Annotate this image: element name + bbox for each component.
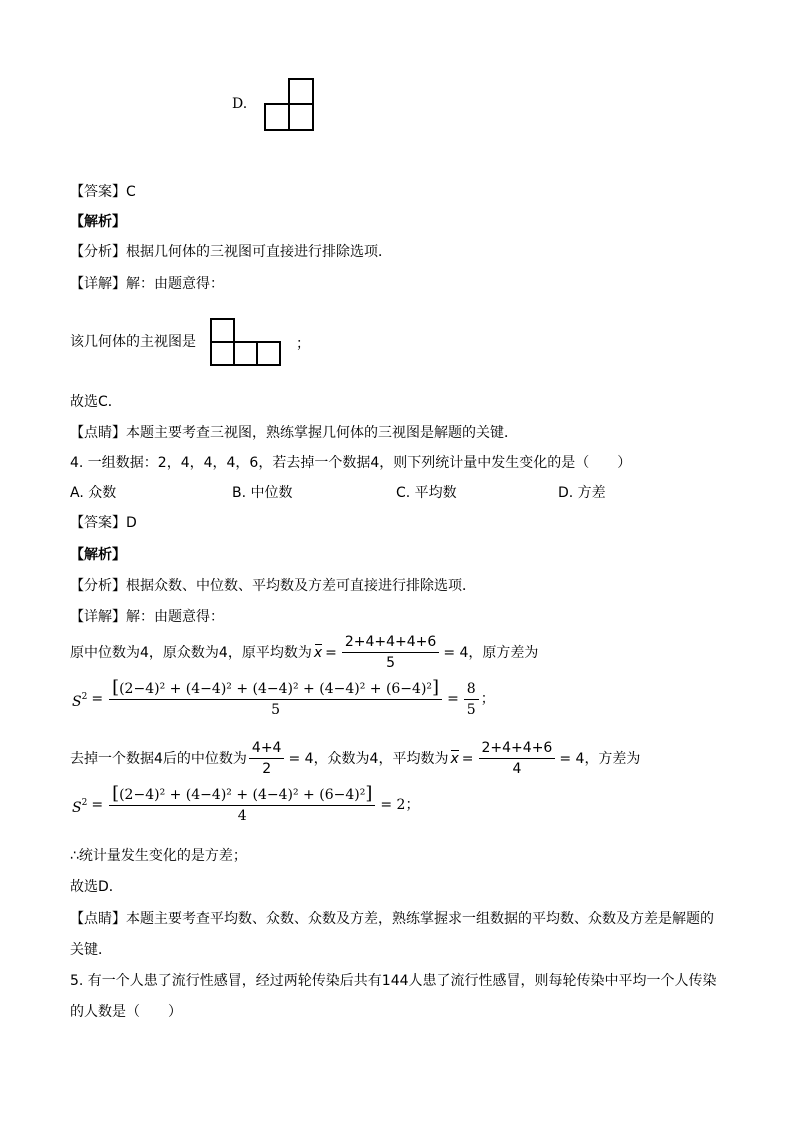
q4-variance-2: $S^2$ = $\frac{\text{[(2−4)² + (4−4)² + (4−4)² + (6−4)²]}}{4}$ = 2 ； (72, 783, 420, 824)
q4-comment-line1: 【点睛】本题主要考查平均数、众数、众数及方差，熟练掌握求一组数据的平均数、众数及方差是解题的 (70, 911, 714, 927)
option-d-label: D. (232, 96, 248, 112)
q4-analysis: 【分析】根据众数、中位数、平均数及方差可直接进行排除选项． (70, 578, 476, 594)
q4-answer: 【答案】D (70, 515, 137, 531)
q4-detail: 【详解】解：由题意得： (70, 609, 224, 625)
q5-question-line1: 5. 有一个人患了流行性感冒，经过两轮传染后共有144人患了流行性感冒，则每轮传染中平均一个人传染 (70, 973, 717, 989)
q5-question-line2: 的人数是（ ） (70, 1004, 182, 1020)
q4-after-removal-line: 去掉一个数据4后的中位数为 $\frac{4+4}{2}$ = 4 ，众数为4，平均数为 x = $\frac{2+4+4+6}{4}$ = 4 ，方差为 (70, 740, 641, 777)
q3-front-view-text: 该几何体的主视图是 (70, 334, 196, 350)
q4-option-a: A. 众数 (70, 485, 117, 501)
q3-comment: 【点睛】本题主要考查三视图，熟练掌握几何体的三视图是解题的关键． (70, 425, 518, 441)
q4-comment-line2: 关键． (70, 942, 112, 958)
q4-mean-line: 原中位数为4，原众数为4，原平均数为 x = $\frac{2+4+4+4+6}{5}$ = 4 ，原方差为 (70, 634, 539, 671)
q4-option-c: C. 平均数 (396, 485, 457, 501)
q4-conclusion: 故选D． (70, 879, 123, 895)
q4-new-median-fraction: $\frac{4+4}{2}$ (249, 740, 285, 777)
q4-analysis-title: 【解析】 (70, 547, 126, 563)
q4-therefore: ∴统计量发生变化的是方差； (70, 848, 247, 864)
q4-option-b: B. 中位数 (232, 485, 293, 501)
q3-analysis: 【分析】根据几何体的三视图可直接进行排除选项． (70, 244, 392, 260)
q4-original-mean-fraction: $\frac{2+4+4+4+6}{5}$ (342, 634, 439, 671)
q3-detail: 【详解】解：由题意得： (70, 276, 224, 292)
q3-analysis-title: 【解析】 (70, 214, 126, 230)
q4-option-d: D. 方差 (558, 485, 606, 501)
q4-new-mean-fraction: $\frac{2+4+4+6}{4}$ (479, 740, 556, 777)
q3-front-view-punct: ； (296, 336, 310, 352)
q4-variance-1: $S^2$ = $\frac{\text{[(2−4)² + (4−4)² + (4−4)² + (4−4)² + (6−4)²]}}{5}$ = $\frac{8}{5}$ ； (72, 677, 495, 718)
q4-question: 4. 一组数据：2，4，4，4，6，若去掉一个数据4，则下列统计量中发生变化的是（ ） (70, 455, 632, 471)
q3-answer: 【答案】C (70, 184, 136, 200)
q3-conclusion: 故选C． (70, 394, 122, 410)
